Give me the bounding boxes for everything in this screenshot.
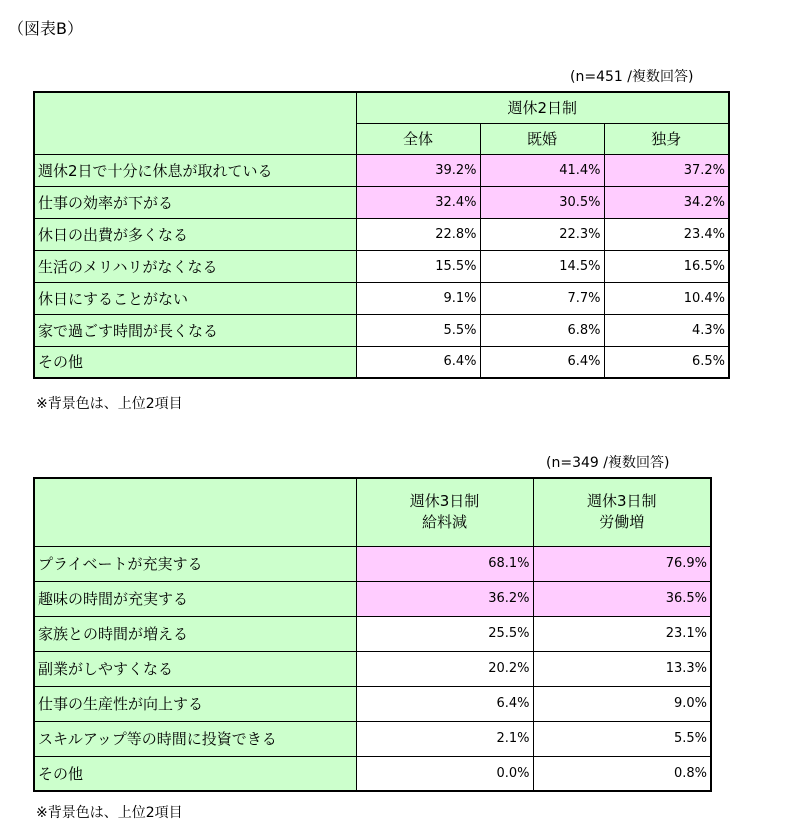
row-label: その他 [34,756,356,791]
table1-col-header: 既婚 [480,123,604,154]
table1 [33,91,730,379]
value-cell: 36.2% [356,581,533,616]
table1-corner-cell [34,92,356,154]
table2-col-header [356,478,533,546]
row-label: 週休2日で十分に休息が取れている [34,154,356,186]
row-label: 休日にすることがない [34,282,356,314]
value-cell: 7.7% [480,282,604,314]
table-row [34,581,711,616]
table1-col-header: 独身 [604,123,729,154]
value-cell: 32.4% [356,186,480,218]
table-row [34,546,711,581]
table-row [34,756,711,791]
table-row [34,186,729,218]
table2-sample-note: (n=349 /複数回答) [546,455,670,471]
value-cell: 9.1% [356,282,480,314]
table2-footnote: ※背景色は、上位2項目 [36,805,183,821]
table2 [33,477,712,792]
value-cell: 2.1% [356,721,533,756]
value-cell: 22.8% [356,218,480,250]
table2-col-header-line2: 給料減 [421,513,467,532]
table2-corner-cell [34,478,356,546]
table1-footnote: ※背景色は、上位2項目 [36,396,183,412]
value-cell: 0.0% [356,756,533,791]
table-row [34,314,729,346]
table-row [34,282,729,314]
row-label: 趣味の時間が充実する [34,581,356,616]
table-row [34,721,711,756]
table1-col-header: 全体 [356,123,480,154]
value-cell: 41.4% [480,154,604,186]
value-cell: 37.2% [604,154,729,186]
row-label: 仕事の生産性が向上する [34,686,356,721]
row-label: プライベートが充実する [34,546,356,581]
table1-sample-note: (n=451 /複数回答) [570,69,694,85]
table2-col-header-line1: 週休3日制 [586,492,657,511]
row-label: その他 [34,346,356,378]
table-row [34,616,711,651]
row-label: 仕事の効率が下がる [34,186,356,218]
value-cell: 6.4% [480,346,604,378]
value-cell: 68.1% [356,546,533,581]
row-label: 家で過ごす時間が長くなる [34,314,356,346]
value-cell: 76.9% [533,546,711,581]
value-cell: 23.1% [533,616,711,651]
value-cell: 5.5% [533,721,711,756]
value-cell: 30.5% [480,186,604,218]
table1-group-header: 週休2日制 [356,92,729,123]
row-label: 副業がしやすくなる [34,651,356,686]
value-cell: 14.5% [480,250,604,282]
value-cell: 23.4% [604,218,729,250]
table2-col-header-line1: 週休3日制 [409,492,480,511]
table2-col-header [533,478,711,546]
value-cell: 5.5% [356,314,480,346]
value-cell: 20.2% [356,651,533,686]
table-row [34,346,729,378]
value-cell: 34.2% [604,186,729,218]
value-cell: 6.4% [356,686,533,721]
row-label: 生活のメリハリがなくなる [34,250,356,282]
table-row [34,250,729,282]
value-cell: 6.8% [480,314,604,346]
row-label: スキルアップ等の時間に投資できる [34,721,356,756]
value-cell: 36.5% [533,581,711,616]
table-row [34,218,729,250]
table-row [34,154,729,186]
value-cell: 6.5% [604,346,729,378]
value-cell: 6.4% [356,346,480,378]
value-cell: 0.8% [533,756,711,791]
value-cell: 25.5% [356,616,533,651]
value-cell: 10.4% [604,282,729,314]
value-cell: 16.5% [604,250,729,282]
table2-col-header-line2: 労働増 [599,513,645,532]
value-cell: 22.3% [480,218,604,250]
row-label: 家族との時間が増える [34,616,356,651]
value-cell: 15.5% [356,250,480,282]
figure-title: （図表B） [8,19,83,38]
value-cell: 9.0% [533,686,711,721]
table-row [34,686,711,721]
value-cell: 39.2% [356,154,480,186]
row-label: 休日の出費が多くなる [34,218,356,250]
table-row [34,651,711,686]
value-cell: 4.3% [604,314,729,346]
value-cell: 13.3% [533,651,711,686]
